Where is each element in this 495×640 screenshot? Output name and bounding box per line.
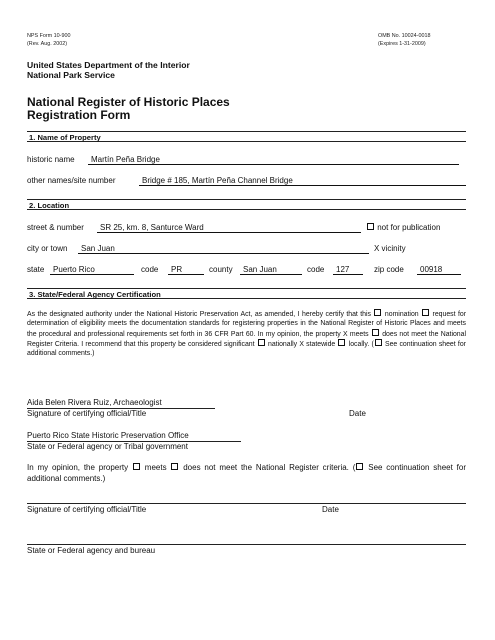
street-field[interactable]: SR 25, km. 8, Santurce Ward [97, 223, 361, 233]
nationally-checkbox[interactable] [258, 339, 265, 346]
form-title-line-2: Registration Form [27, 108, 131, 122]
form-number: NPS Form 10-900 [27, 33, 71, 39]
state-label: state [27, 265, 45, 274]
street-label: street & number [27, 223, 84, 232]
determination-request-checkbox[interactable] [422, 309, 429, 316]
state-code-label: code [141, 265, 159, 274]
criteria-not-met-checkbox[interactable] [171, 463, 178, 470]
signature-label-2: Signature of certifying official/Title [27, 505, 147, 514]
date-label-2: Date [322, 505, 339, 514]
opinion-text-3: does not meet the National Register criteria. ( [183, 463, 356, 472]
cert-text-1: As the designated authority under the National Historic Preservation Act, as amended, I hereby certify that this [27, 311, 371, 318]
certifying-agency-name: Puerto Rico State Historic Preservation Office [27, 431, 189, 440]
city-field[interactable]: San Juan [78, 244, 369, 254]
vicinity-label[interactable]: X vicinity [374, 244, 406, 253]
zip-field[interactable]: 00918 [417, 265, 461, 275]
meets-checkbox[interactable] [133, 463, 140, 470]
section-3-heading: 3. State/Federal Agency Certification [27, 288, 466, 299]
opinion-text-4: See continuation sheet for additional comments.) [27, 463, 466, 483]
other-names-field[interactable]: Bridge # 185, Martín Peña Channel Bridge [139, 176, 466, 186]
certification-paragraph [27, 309, 466, 359]
not-for-publication-option[interactable] [366, 223, 440, 233]
section-2-heading: 2. Location [27, 199, 466, 210]
state-code-field[interactable]: PR [168, 265, 204, 275]
section-1-heading: 1. Name of Property [27, 131, 466, 142]
form-revision: (Rev. Aug. 2002) [27, 41, 68, 47]
agency-line-1: United States Department of the Interior [27, 60, 190, 70]
cert-text-3: request for determination of eligibility meets the documentation standards for registering properties in the National Register of Historic Places and meets the procedural and professional requirements set forth in 36 CFR Part 60. In my opinion, the property X meets [27, 311, 466, 338]
agency-label-2: State or Federal agency and bureau [27, 546, 156, 555]
county-code-label: code [307, 265, 325, 274]
city-label: city or town [27, 244, 68, 253]
county-code-field[interactable]: 127 [333, 265, 363, 275]
date-label-1: Date [349, 409, 366, 418]
county-field[interactable]: San Juan [240, 265, 302, 275]
agency-label-1: State or Federal agency or Tribal government [27, 442, 188, 451]
cert-text-5: nationally X statewide [267, 341, 336, 349]
signature-label-1: Signature of certifying official/Title [27, 409, 147, 418]
form-title-line-1: National Register of Historic Places [27, 95, 230, 109]
state-field[interactable]: Puerto Rico [50, 265, 134, 275]
cert-text-7: See continuation sheet for additional comments.) [27, 341, 466, 358]
not-for-publication-label: not for publication [377, 223, 441, 232]
other-names-label: other names/site number [27, 176, 116, 185]
agency-line-2[interactable] [27, 544, 466, 545]
county-label: county [209, 265, 233, 274]
locally-checkbox[interactable] [338, 339, 345, 346]
continuation-sheet-checkbox-1[interactable] [375, 339, 382, 346]
signature-line-2[interactable] [27, 503, 466, 504]
nomination-checkbox[interactable] [374, 309, 381, 316]
omb-number: OMB No. 10024-0018 [378, 33, 431, 39]
certifying-official-name: Aida Belen Rivera Ruiz, Archaeologist [27, 398, 162, 407]
agency-line-2: National Park Service [27, 70, 115, 80]
opinion-text-2: meets [144, 463, 167, 472]
continuation-sheet-checkbox-2[interactable] [356, 463, 363, 470]
cert-text-4: does not meet the National Register Criteria. I recommend that this property be considered significant [27, 330, 467, 349]
opinion-paragraph [27, 462, 466, 484]
zip-label: zip code [374, 265, 404, 274]
historic-name-field[interactable]: Martín Peña Bridge [88, 155, 459, 165]
form-expiration: (Expires 1-31-2009) [378, 41, 426, 47]
historic-name-label: historic name [27, 155, 75, 164]
cert-text-2: nomination [384, 311, 419, 318]
does-not-meet-checkbox[interactable] [372, 329, 379, 336]
opinion-text-1: In my opinion, the property [27, 463, 129, 472]
not-for-publication-checkbox[interactable] [367, 223, 374, 230]
cert-text-6: locally. ( [348, 341, 374, 349]
